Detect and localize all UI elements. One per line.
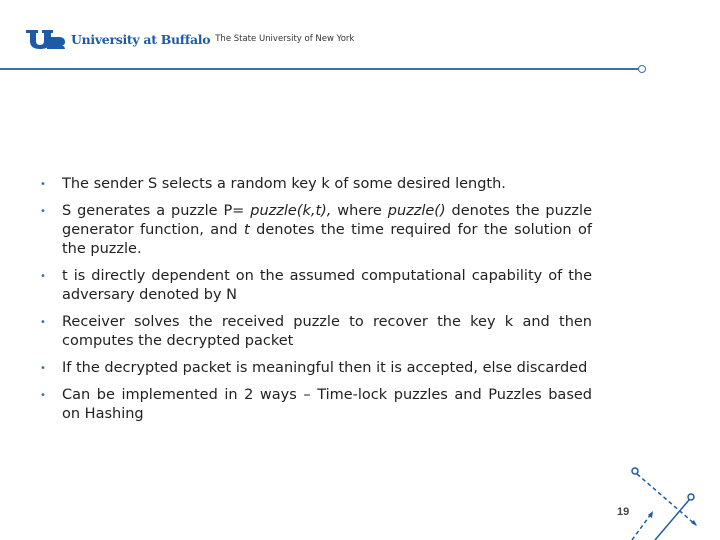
- bullet-icon: •: [40, 179, 46, 190]
- bullet-icon: •: [40, 271, 46, 282]
- bullet-icon: •: [40, 317, 46, 328]
- university-name: University at Buffalo: [71, 31, 211, 47]
- bullet-item: • If the decrypted packet is meaningful then it is accepted, else discarded: [40, 360, 588, 376]
- bullet-item: • Can be implemented in 2 ways – Time-lock puzzles and Puzzles based on Hashing: [40, 387, 592, 422]
- page-number: 19: [617, 506, 630, 518]
- ub-logo-icon: [25, 28, 67, 50]
- bullet-item: • t is directly dependent on the assumed computational capability of the adversary denoted by N: [40, 268, 592, 303]
- decorative-lines-icon: [600, 460, 720, 540]
- rule-end-circle-icon: [638, 65, 646, 73]
- university-logo: [25, 28, 354, 50]
- bullet-icon: •: [40, 363, 46, 374]
- bullet-icon: •: [40, 206, 46, 217]
- bullet-icon: •: [40, 390, 46, 401]
- bullet-item: • The sender S selects a random key k of some desired length.: [40, 176, 506, 192]
- bullet-item: • Receiver solves the received puzzle to recover the key k and then computes the decrypted packet: [40, 314, 592, 349]
- bullet-item: • S generates a puzzle P= puzzle(k,t), where puzzle() denotes the puzzle generator function, and t denotes the time required for the solution of the puzzle.: [40, 203, 592, 257]
- bullet-list: [40, 175, 592, 432]
- university-subtitle: The State University of New York: [215, 34, 355, 44]
- header-rule: [0, 68, 640, 70]
